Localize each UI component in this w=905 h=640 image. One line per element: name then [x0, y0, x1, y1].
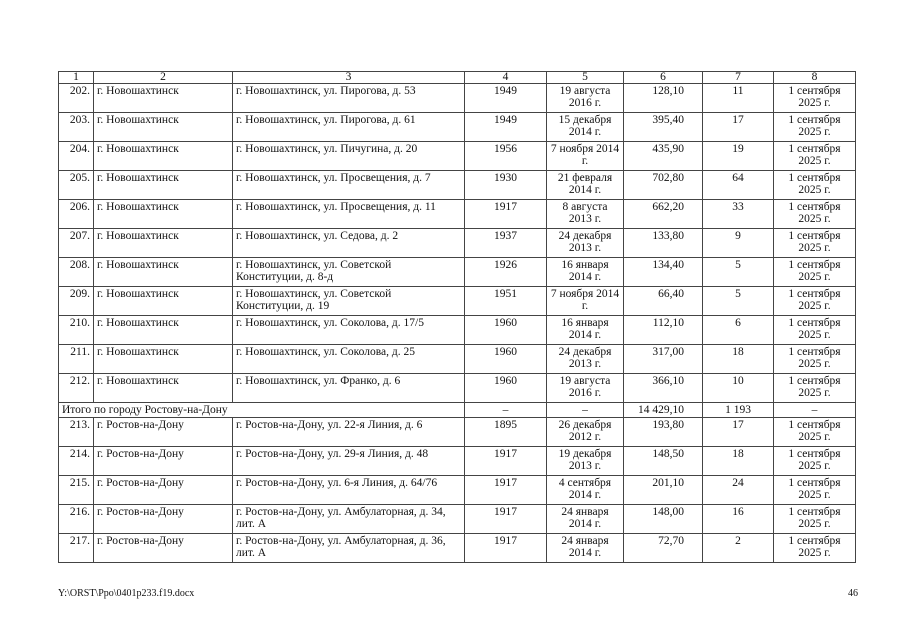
address-cell: г. Новошахтинск, ул. Советской Конституции, д. 19 [233, 287, 465, 316]
table-row [59, 171, 856, 200]
year-cell: 1956 [465, 142, 547, 171]
address-cell: г. Новошахтинск, ул. Соколова, д. 25 [233, 345, 465, 374]
column-number: 5 [547, 72, 624, 84]
city-cell: г. Новошахтинск [94, 287, 233, 316]
year-cell: 1917 [465, 534, 547, 563]
date-cell: 24 января 2014 г. [547, 534, 624, 563]
total-label: Итого по городу Ростову-на-Дону [59, 403, 465, 418]
count-cell: 9 [703, 229, 774, 258]
year-cell: 1960 [465, 345, 547, 374]
row-number: 213. [59, 418, 94, 447]
row-number: 211. [59, 345, 94, 374]
date-cell: 19 августа 2016 г. [547, 84, 624, 113]
table-row [59, 374, 856, 403]
column-number: 1 [59, 72, 94, 84]
city-cell: г. Ростов-на-Дону [94, 534, 233, 563]
date-cell: 7 ноября 2014 г. [547, 287, 624, 316]
date-cell: 16 января 2014 г. [547, 316, 624, 345]
city-cell: г. Ростов-на-Дону [94, 418, 233, 447]
table-row [59, 287, 856, 316]
row-number: 217. [59, 534, 94, 563]
date-cell: 26 декабря 2012 г. [547, 418, 624, 447]
total-until: – [774, 403, 856, 418]
table-row [59, 258, 856, 287]
date-cell: 21 февраля 2014 г. [547, 171, 624, 200]
row-number: 210. [59, 316, 94, 345]
year-cell: 1895 [465, 418, 547, 447]
area-cell: 66,40 [624, 287, 703, 316]
row-number: 207. [59, 229, 94, 258]
row-number: 215. [59, 476, 94, 505]
column-number-row [59, 72, 856, 84]
area-cell: 148,50 [624, 447, 703, 476]
year-cell: 1949 [465, 84, 547, 113]
until-cell: 1 сентября 2025 г. [774, 505, 856, 534]
total-row [59, 403, 856, 418]
until-cell: 1 сентября 2025 г. [774, 418, 856, 447]
area-cell: 193,80 [624, 418, 703, 447]
date-cell: 7 ноября 2014 г. [547, 142, 624, 171]
area-cell: 395,40 [624, 113, 703, 142]
date-cell: 24 декабря 2013 г. [547, 345, 624, 374]
until-cell: 1 сентября 2025 г. [774, 200, 856, 229]
address-cell: г. Новошахтинск, ул. Советской Конституции, д. 8-д [233, 258, 465, 287]
address-cell: г. Новошахтинск, ул. Пичугина, д. 20 [233, 142, 465, 171]
year-cell: 1930 [465, 171, 547, 200]
until-cell: 1 сентября 2025 г. [774, 84, 856, 113]
until-cell: 1 сентября 2025 г. [774, 171, 856, 200]
until-cell: 1 сентября 2025 г. [774, 287, 856, 316]
date-cell: 24 января 2014 г. [547, 505, 624, 534]
area-cell: 72,70 [624, 534, 703, 563]
count-cell: 17 [703, 113, 774, 142]
table-row [59, 534, 856, 563]
address-cell: г. Ростов-на-Дону, ул. 6-я Линия, д. 64/76 [233, 476, 465, 505]
until-cell: 1 сентября 2025 г. [774, 374, 856, 403]
city-cell: г. Новошахтинск [94, 113, 233, 142]
table-row [59, 505, 856, 534]
row-number: 209. [59, 287, 94, 316]
until-cell: 1 сентября 2025 г. [774, 476, 856, 505]
row-number: 205. [59, 171, 94, 200]
city-cell: г. Новошахтинск [94, 171, 233, 200]
count-cell: 24 [703, 476, 774, 505]
count-cell: 2 [703, 534, 774, 563]
address-cell: г. Новошахтинск, ул. Просвещения, д. 11 [233, 200, 465, 229]
count-cell: 33 [703, 200, 774, 229]
area-cell: 662,20 [624, 200, 703, 229]
address-cell: г. Ростов-на-Дону, ул. 29-я Линия, д. 48 [233, 447, 465, 476]
year-cell: 1960 [465, 374, 547, 403]
date-cell: 24 декабря 2013 г. [547, 229, 624, 258]
date-cell: 8 августа 2013 г. [547, 200, 624, 229]
area-cell: 317,00 [624, 345, 703, 374]
address-cell: г. Новошахтинск, ул. Просвещения, д. 7 [233, 171, 465, 200]
city-cell: г. Новошахтинск [94, 142, 233, 171]
count-cell: 6 [703, 316, 774, 345]
city-cell: г. Новошахтинск [94, 374, 233, 403]
area-cell: 148,00 [624, 505, 703, 534]
row-number: 216. [59, 505, 94, 534]
table-row [59, 229, 856, 258]
count-cell: 16 [703, 505, 774, 534]
date-cell: 16 января 2014 г. [547, 258, 624, 287]
count-cell: 18 [703, 345, 774, 374]
row-number: 206. [59, 200, 94, 229]
table-row [59, 142, 856, 171]
table-row [59, 113, 856, 142]
year-cell: 1917 [465, 505, 547, 534]
area-cell: 134,40 [624, 258, 703, 287]
row-number: 204. [59, 142, 94, 171]
column-number: 7 [703, 72, 774, 84]
year-cell: 1937 [465, 229, 547, 258]
table-row [59, 476, 856, 505]
city-cell: г. Новошахтинск [94, 316, 233, 345]
housing-registry-table [58, 71, 856, 563]
count-cell: 64 [703, 171, 774, 200]
row-number: 214. [59, 447, 94, 476]
city-cell: г. Новошахтинск [94, 258, 233, 287]
address-cell: г. Ростов-на-Дону, ул. Амбулаторная, д. 34, лит. А [233, 505, 465, 534]
year-cell: 1917 [465, 476, 547, 505]
page-number: 46 [848, 588, 858, 599]
count-cell: 18 [703, 447, 774, 476]
address-cell: г. Ростов-на-Дону, ул. Амбулаторная, д. 36, лит. А [233, 534, 465, 563]
date-cell: 4 сентября 2014 г. [547, 476, 624, 505]
area-cell: 702,80 [624, 171, 703, 200]
area-cell: 366,10 [624, 374, 703, 403]
column-number: 6 [624, 72, 703, 84]
city-cell: г. Новошахтинск [94, 84, 233, 113]
until-cell: 1 сентября 2025 г. [774, 229, 856, 258]
row-number: 203. [59, 113, 94, 142]
until-cell: 1 сентября 2025 г. [774, 142, 856, 171]
address-cell: г. Новошахтинск, ул. Седова, д. 2 [233, 229, 465, 258]
count-cell: 5 [703, 258, 774, 287]
until-cell: 1 сентября 2025 г. [774, 113, 856, 142]
table-row [59, 84, 856, 113]
count-cell: 5 [703, 287, 774, 316]
count-cell: 19 [703, 142, 774, 171]
address-cell: г. Новошахтинск, ул. Соколова, д. 17/5 [233, 316, 465, 345]
area-cell: 201,10 [624, 476, 703, 505]
count-cell: 10 [703, 374, 774, 403]
total-count: 1 193 [703, 403, 774, 418]
city-cell: г. Новошахтинск [94, 200, 233, 229]
year-cell: 1949 [465, 113, 547, 142]
footer-file-path: Y:\ORST\Ppo\0401p233.f19.docx [58, 588, 195, 599]
table-row [59, 200, 856, 229]
year-cell: 1926 [465, 258, 547, 287]
year-cell: 1951 [465, 287, 547, 316]
count-cell: 11 [703, 84, 774, 113]
address-cell: г. Новошахтинск, ул. Пирогова, д. 61 [233, 113, 465, 142]
count-cell: 17 [703, 418, 774, 447]
year-cell: 1917 [465, 200, 547, 229]
city-cell: г. Новошахтинск [94, 345, 233, 374]
column-number: 8 [774, 72, 856, 84]
row-number: 208. [59, 258, 94, 287]
until-cell: 1 сентября 2025 г. [774, 316, 856, 345]
city-cell: г. Ростов-на-Дону [94, 476, 233, 505]
city-cell: г. Ростов-на-Дону [94, 447, 233, 476]
city-cell: г. Ростов-на-Дону [94, 505, 233, 534]
table-row [59, 418, 856, 447]
address-cell: г. Ростов-на-Дону, ул. 22-я Линия, д. 6 [233, 418, 465, 447]
date-cell: 15 декабря 2014 г. [547, 113, 624, 142]
column-number: 4 [465, 72, 547, 84]
column-number: 2 [94, 72, 233, 84]
row-number: 212. [59, 374, 94, 403]
city-cell: г. Новошахтинск [94, 229, 233, 258]
table-row [59, 345, 856, 374]
total-date: – [547, 403, 624, 418]
table-row [59, 316, 856, 345]
area-cell: 128,10 [624, 84, 703, 113]
row-number: 202. [59, 84, 94, 113]
year-cell: 1917 [465, 447, 547, 476]
area-cell: 112,10 [624, 316, 703, 345]
table-row [59, 447, 856, 476]
date-cell: 19 августа 2016 г. [547, 374, 624, 403]
until-cell: 1 сентября 2025 г. [774, 345, 856, 374]
area-cell: 133,80 [624, 229, 703, 258]
until-cell: 1 сентября 2025 г. [774, 447, 856, 476]
column-number: 3 [233, 72, 465, 84]
address-cell: г. Новошахтинск, ул. Пирогова, д. 53 [233, 84, 465, 113]
total-year: – [465, 403, 547, 418]
until-cell: 1 сентября 2025 г. [774, 258, 856, 287]
date-cell: 19 декабря 2013 г. [547, 447, 624, 476]
year-cell: 1960 [465, 316, 547, 345]
area-cell: 435,90 [624, 142, 703, 171]
total-area: 14 429,10 [624, 403, 703, 418]
until-cell: 1 сентября 2025 г. [774, 534, 856, 563]
address-cell: г. Новошахтинск, ул. Франко, д. 6 [233, 374, 465, 403]
